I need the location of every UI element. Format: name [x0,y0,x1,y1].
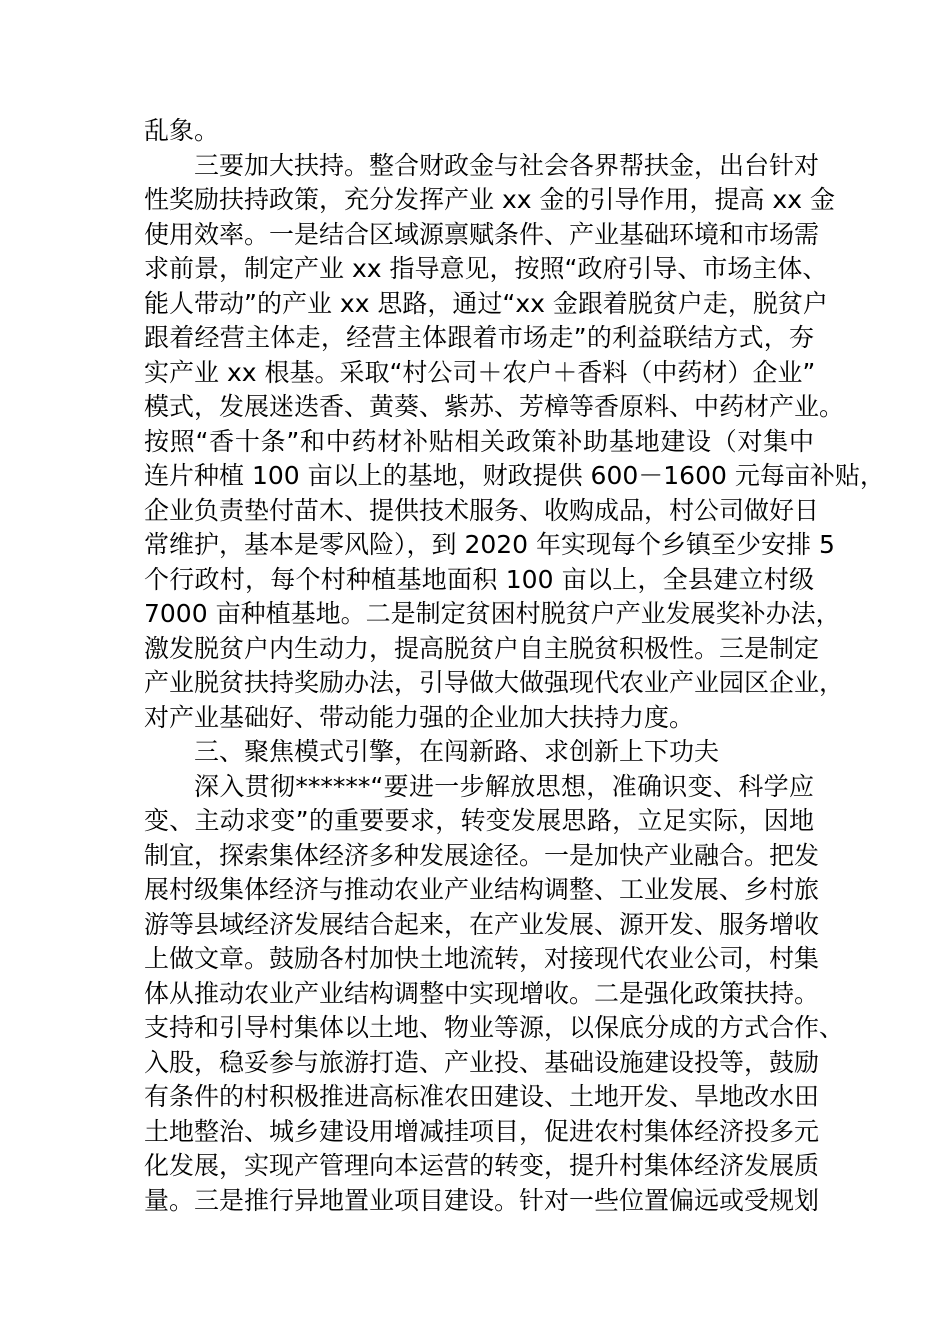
body-text [144,114,885,1218]
text-line: 求前景，制定产业 xx 指导意见，按照“政府引导、市场主体、 [144,254,828,283]
text-line: 产业脱贫扶持奖励办法，引导做大做强现代农业产业园区企业， [144,668,845,697]
paragraph-start-line: 深入贯彻******“要进一步解放思想，准确识变、科学应 [194,771,814,801]
text-line: 制宜，探索集体经济多种发展途径。一是加快产业融合。把发 [144,840,820,870]
text-line: 入股，稳妥参与旅游打造、产业投、基础设施建设投等，鼓励 [144,1047,820,1077]
text-line: 有条件的村积极推进高标准农田建设、土地开发、旱地改水田 [144,1082,820,1111]
paragraph-start-line: 三要加大扶持。整合财政金与社会各界帮扶金，出台针对 [194,150,820,180]
text-line: 连片种植 100 亩以上的基地，财政提供 600－1600 元每亩补贴， [144,461,885,490]
text-line: 化发展，实现产管理向本运营的转变，提升村集体经济发展质 [144,1151,820,1180]
text-line: 土地整治、城乡建设用增减挂项目，促进农村集体经济投多元 [144,1116,820,1146]
text-line: 个行政村，每个村种植基地面积 100 亩以上，全县建立村级 [144,564,814,594]
text-line: 实产业 xx 根基。采取“村公司＋农户＋香料（中药材）企业” [144,357,816,387]
text-line: 展村级集体经济与推动农业产业结构调整、工业发展、乡村旅 [144,875,820,904]
text-line: 乱象。 [144,116,220,145]
text-line: 跟着经营主体走，经营主体跟着市场走”的利益联结方式，夯 [144,323,814,352]
text-line: 按照“香十条”和中药材补贴相关政策补助基地建设（对集中 [144,426,814,456]
text-line: 性奖励扶持政策，充分发挥产业 xx 金的引导作用，提高 xx 金 [144,185,835,214]
text-line: 游等县域经济发展结合起来，在产业发展、源开发、服务增收 [144,909,820,939]
text-line: 上做文章。鼓励各村加快土地流转，对接现代农业公司，村集 [144,944,820,973]
text-line: 能人带动”的产业 xx 思路，通过“xx 金跟着脱贫户走，脱贫户 [144,288,828,318]
text-line: 企业负责垫付苗木、提供技术服务、收购成品，村公司做好日 [144,495,820,525]
text-line: 变、主动求变”的重要要求，转变发展思路，立足实际，因地 [144,806,814,835]
text-line: 对产业基础好、带动能力强的企业加大扶持力度。 [144,702,695,732]
text-line: 激发脱贫户内生动力，提高脱贫户自主脱贫积极性。三是制定 [144,633,820,663]
text-line: 7000 亩种植基地。二是制定贫困村脱贫户产业发展奖补办法， [144,599,841,628]
text-line: 模式，发展迷迭香、黄葵、紫苏、芳樟等香原料、中药材产业。 [144,392,845,421]
text-line: 量。三是推行异地置业项目建设。针对一些位置偏远或受规划 [144,1185,820,1215]
section-heading: 三、聚焦模式引擎，在闯新路、求创新上下功夫 [194,737,720,766]
text-line: 支持和引导村集体以土地、物业等源，以保底分成的方式合作、 [144,1013,845,1042]
text-line: 常维护，基本是零风险），到 2020 年实现每个乡镇至少安排 5 [144,530,835,559]
text-line: 体从推动农业产业结构调整中实现增收。二是强化政策扶持。 [144,978,820,1008]
text-line: 使用效率。一是结合区域源禀赋条件、产业基础环境和市场需 [144,219,820,249]
